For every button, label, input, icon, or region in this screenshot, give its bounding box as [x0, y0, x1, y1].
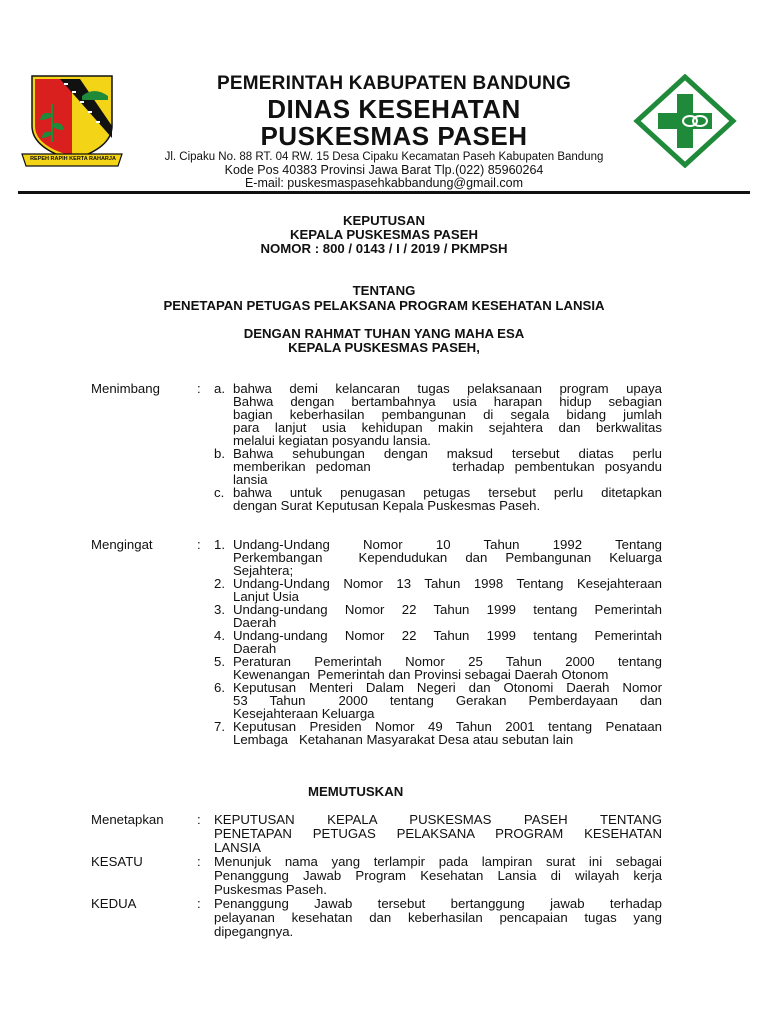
- decision-colon: :: [197, 896, 201, 911]
- doc-type: KEPUTUSAN: [342, 213, 426, 228]
- mengingat-item-line: Keputusan Presiden Nomor 49 Tahun 2001 tentang Penataan: [233, 719, 662, 734]
- header-agency: DINAS KESEHATAN: [267, 94, 521, 124]
- menimbang-label: Menimbang: [91, 381, 160, 396]
- decision-line: Penanggung Jawab Program Kesehatan Lansia di wilayah kerja: [214, 868, 662, 883]
- decision-line: Penanggung Jawab tersebut bertanggung jawab terhadap: [214, 896, 662, 911]
- decision-label: KEDUA: [91, 896, 137, 911]
- mengingat-label: Mengingat: [91, 537, 153, 552]
- rahmat-line: DENGAN RAHMAT TUHAN YANG MAHA ESA: [243, 326, 525, 341]
- mengingat-item-line: Undang-undang Nomor 22 Tahun 1999 tentang Pemerintah: [233, 602, 662, 617]
- header-email: E-mail: puskesmaspasehkabbandung@gmail.com: [244, 176, 524, 190]
- mengingat-item-line: Daerah: [233, 641, 277, 656]
- health-cross-icon: [632, 74, 738, 168]
- menimbang-item-mark: c.: [214, 485, 225, 500]
- menimbang-item-line: bagian keberhasilan pembangunan di segala bidang jumlah: [233, 407, 662, 422]
- header-postal: Kode Pos 40383 Provinsi Jawa Barat Tlp.(022) 85960264: [224, 163, 544, 177]
- doc-number: NOMOR : 800 / 0143 / I / 2019 / PKMPSH: [260, 241, 508, 256]
- mengingat-item-line: Kesejahteraan Keluarga: [233, 706, 375, 721]
- signatory-line: KEPALA PUSKESMAS PASEH,: [288, 340, 480, 355]
- memutuskan-heading: MEMUTUSKAN: [308, 784, 404, 799]
- menimbang-item-mark: b.: [214, 446, 225, 461]
- doc-issuer: KEPALA PUSKESMAS PASEH: [289, 227, 479, 242]
- mengingat-item-line: Daerah: [233, 615, 277, 630]
- mengingat-item-line: Lembaga Ketahanan Masyarakat Desa atau sebutan lain: [233, 732, 574, 747]
- doc-subject: PENETAPAN PETUGAS PELAKSANA PROGRAM KESEHATAN LANSIA: [163, 298, 605, 313]
- mengingat-item-mark: 2.: [214, 576, 225, 591]
- mengingat-item-line: Undang-Undang Nomor 10 Tahun 1992 Tentang: [233, 537, 662, 552]
- decision-colon: :: [197, 854, 201, 869]
- menimbang-colon: :: [197, 381, 201, 396]
- menimbang-item-line: bahwa demi kelancaran tugas pelaksanaan program upaya: [233, 381, 662, 396]
- mengingat-item-line: Lanjut Usia: [233, 589, 299, 604]
- mengingat-item-mark: 5.: [214, 654, 225, 669]
- mengingat-item-mark: 4.: [214, 628, 225, 643]
- header-puskesmas: PUSKESMAS PASEH: [260, 121, 528, 151]
- menimbang-item-line: Bahwa sehubungan dengan maksud tersebut diatas perlu: [233, 446, 662, 461]
- mengingat-item-mark: 1.: [214, 537, 225, 552]
- mengingat-item-mark: 3.: [214, 602, 225, 617]
- kabupaten-bandung-logo: [20, 74, 124, 170]
- mengingat-item-line: Sejahtera;: [233, 563, 294, 578]
- decision-label: Menetapkan: [91, 812, 164, 827]
- puskesmas-logo: [632, 74, 738, 168]
- mengingat-item-line: Undang-Undang Nomor 13 Tahun 1998 Tentang Kesejahteraan: [233, 576, 662, 591]
- mengingat-item-line: Kewenangan Pemerintah dan Provinsi sebagai Daerah Otonom: [233, 667, 609, 682]
- menimbang-item-line: lansia: [233, 472, 268, 487]
- header-divider: [18, 191, 750, 194]
- menimbang-item-line: memberikan pedoman terhadap pembentukan posyandu: [233, 459, 662, 474]
- decision-line: dipegangnya.: [214, 924, 294, 939]
- mengingat-colon: :: [197, 537, 201, 552]
- mengingat-item-mark: 6.: [214, 680, 225, 695]
- header-address: Jl. Cipaku No. 88 RT. 04 RW. 15 Desa Cipaku Kecamatan Paseh Kabupaten Bandung: [164, 151, 604, 163]
- mengingat-item-line: Keputusan Menteri Dalam Negeri dan Otonomi Daerah Nomor: [233, 680, 662, 695]
- decision-label: KESATU: [91, 854, 143, 869]
- decision-line: KEPUTUSAN KEPALA PUSKESMAS PASEH TENTANG: [214, 812, 662, 827]
- decision-colon: :: [197, 812, 201, 827]
- menimbang-item-line: melalui kegiatan posyandu lansia.: [233, 433, 431, 448]
- menimbang-item-line: dengan Surat Keputusan Kepala Puskesmas Paseh.: [233, 498, 541, 513]
- decision-line: PENETAPAN PETUGAS PELAKSANA PROGRAM KESEHATAN: [214, 826, 662, 841]
- menimbang-item-mark: a.: [214, 381, 225, 396]
- logo-motto: REPEH RAPIH KERTA RAHARJA: [30, 156, 116, 162]
- decision-line: pelayanan kesehatan dan keberhasilan pencapaian tugas yang: [214, 910, 662, 925]
- mengingat-item-mark: 7.: [214, 719, 225, 734]
- mengingat-item-line: Perkembangan Kependudukan dan Pembangunan Keluarga: [233, 550, 662, 565]
- menimbang-item-line: Bahwa dengan bertambahnya usia harapan hidup sebagian: [233, 394, 662, 409]
- menimbang-item-line: bahwa untuk penugasan petugas tersebut perlu ditetapkan: [233, 485, 662, 500]
- decision-line: Puskesmas Paseh.: [214, 882, 327, 897]
- header-government: PEMERINTAH KABUPATEN BANDUNG: [217, 73, 571, 94]
- decision-line: LANSIA: [214, 840, 261, 855]
- tentang-heading: TENTANG: [352, 283, 416, 298]
- mengingat-item-line: Peraturan Pemerintah Nomor 25 Tahun 2000 tentang: [233, 654, 662, 669]
- mengingat-item-line: 53 Tahun 2000 tentang Gerakan Pemberdayaan dan: [233, 693, 662, 708]
- menimbang-item-line: para lanjut usia kehidupan makin sejahtera dan berkwalitas: [233, 420, 662, 435]
- mengingat-item-line: Undang-undang Nomor 22 Tahun 1999 tentang Pemerintah: [233, 628, 662, 643]
- decision-line: Menunjuk nama yang terlampir pada lampiran surat ini sebagai: [214, 854, 662, 869]
